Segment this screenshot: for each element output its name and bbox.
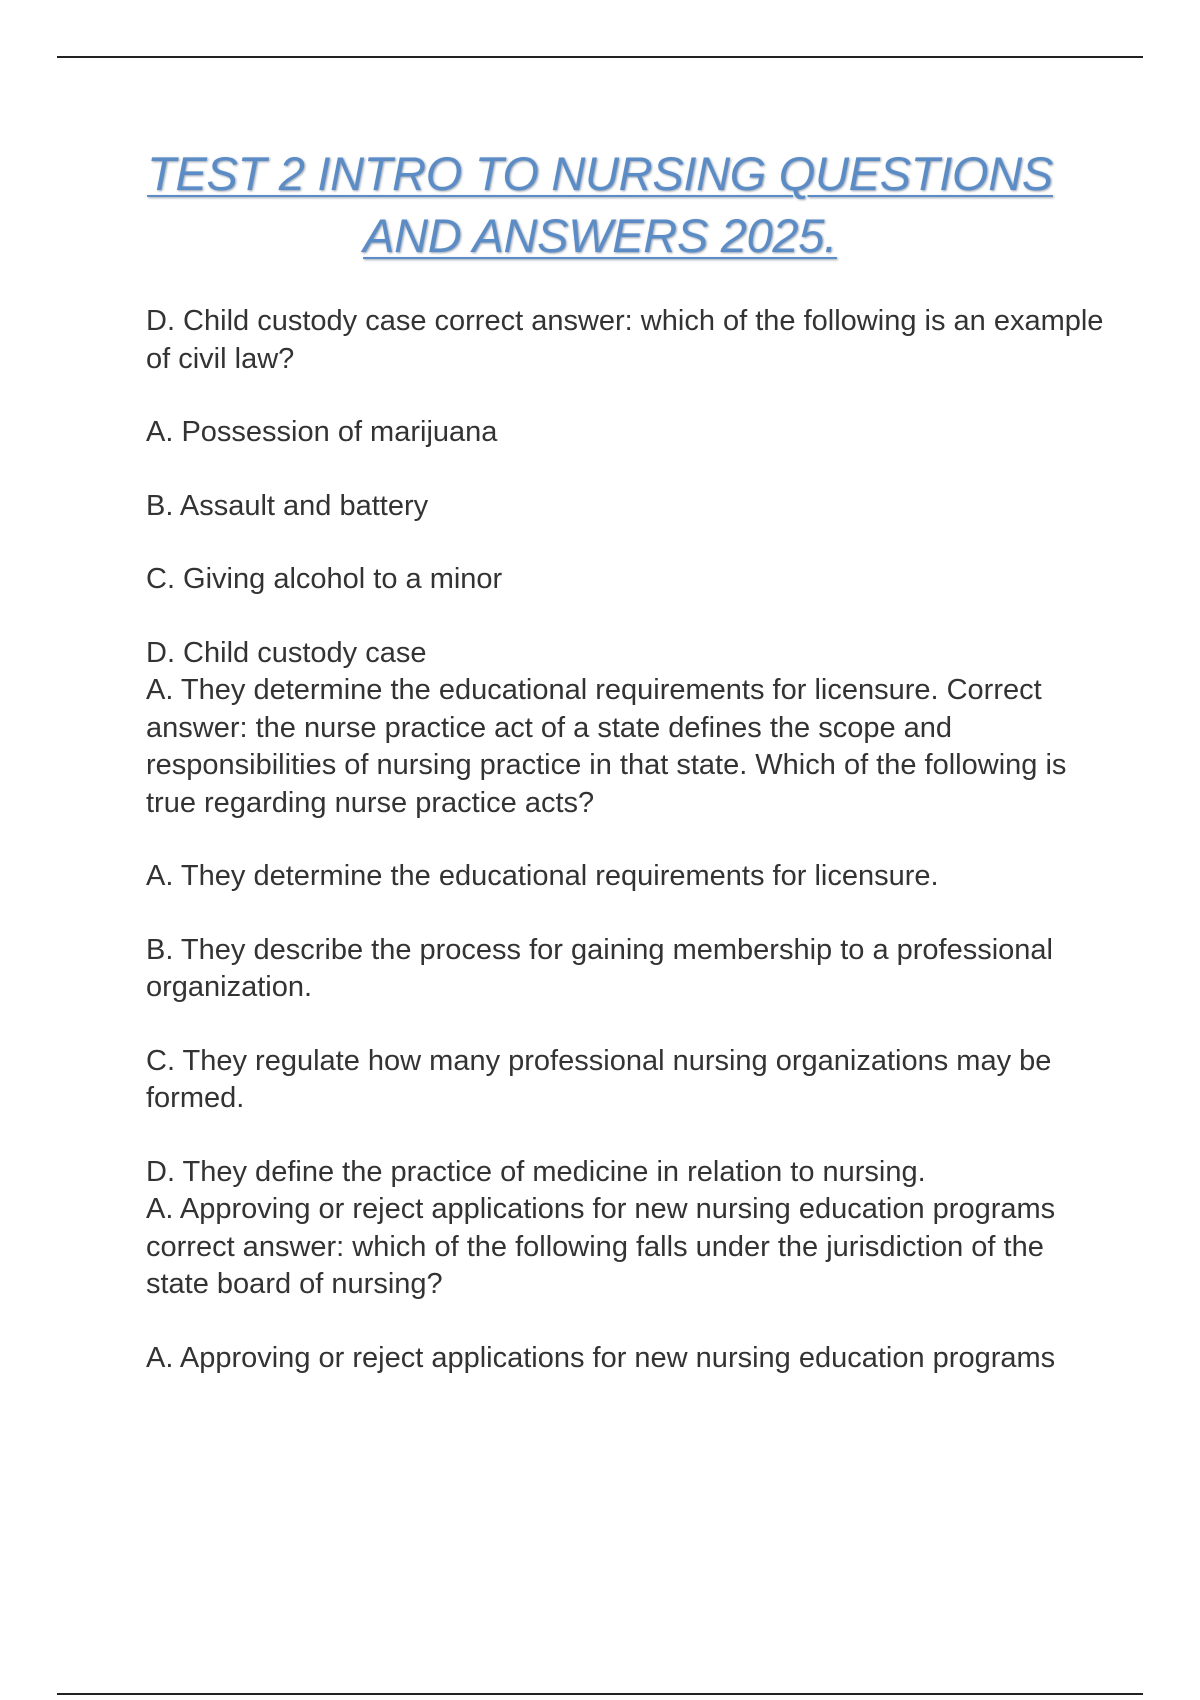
document-title [120, 143, 1080, 267]
paragraph-q1-option-b: B. Assault and battery [146, 489, 429, 522]
top-rule [57, 56, 1143, 58]
document-body [146, 303, 1106, 1377]
paragraph-q1-answer-and-question: D. Child custody case correct answer: which of the following is an example of civil law? [146, 305, 1104, 375]
paragraph-q2-option-a: A. They determine the educational requirements for licensure. [146, 860, 939, 892]
paragraph-q1-option-a: A. Possession of marijuana [146, 416, 498, 448]
paragraph-q1-option-c: C. Giving alcohol to a minor [146, 563, 503, 595]
paragraph-q2-option-b: B. They describe the process for gaining membership to a professional organization. [146, 933, 1054, 1003]
paragraph-q1-option-d: D. Child custody case [146, 636, 427, 669]
paragraph-q3-option-a: A. Approving or reject applications for new nursing education programs [146, 1341, 1056, 1374]
paragraph-q2-answer-and-question: A. They determine the educational requirements for licensure. Correct answer: the nurse practice act of a state defines the scope and responsibilities of nursing practice in that state. Which of the following is true regarding nurse practice acts? [146, 674, 1067, 819]
paragraph-q3-answer-and-question: A. Approving or reject applications for new nursing education programs correct answer: which of the following falls under the jurisdiction of the state board of nursing? [146, 1193, 1056, 1300]
paragraph-q2-option-c: C. They regulate how many professional nursing organizations may be formed. [146, 1044, 1052, 1114]
bottom-rule [57, 1693, 1143, 1695]
title-line-2: AND ANSWERS 2025. [363, 209, 837, 262]
title-line-1: TEST 2 INTRO TO NURSING QUESTIONS [147, 147, 1053, 200]
paragraph-q2-option-d: D. They define the practice of medicine in relation to nursing. [146, 1155, 926, 1188]
